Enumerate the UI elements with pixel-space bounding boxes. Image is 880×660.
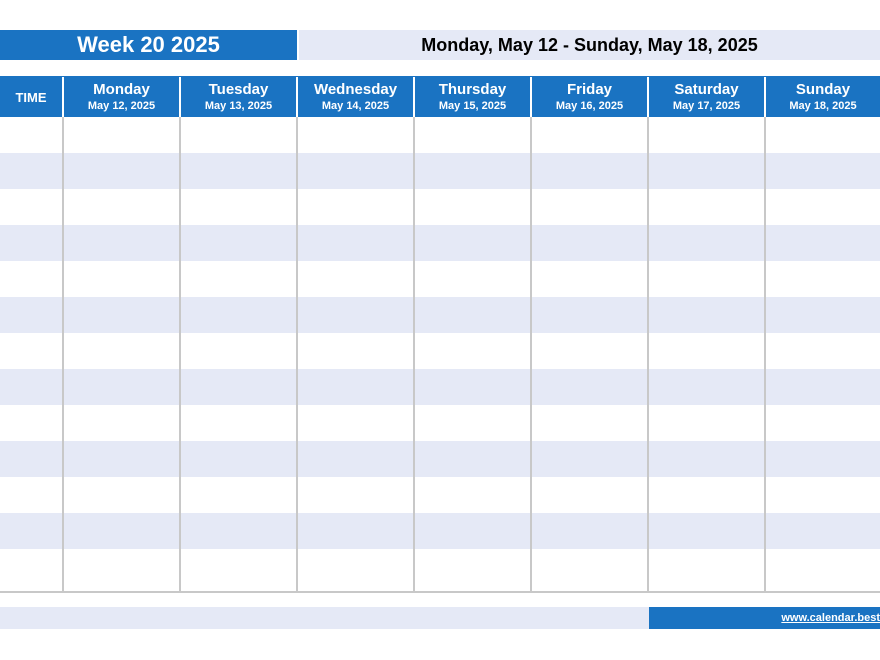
day-date: May 15, 2025	[438, 100, 507, 112]
day-name: Wednesday	[313, 81, 398, 98]
time-header-label: TIME	[15, 89, 47, 105]
day-name: Saturday	[674, 81, 739, 98]
day-header-wednesday	[298, 77, 415, 117]
day-date: May 17, 2025	[672, 100, 741, 112]
time-slot-row[interactable]	[0, 477, 880, 513]
day-name: Sunday	[795, 81, 851, 98]
day-header-monday	[64, 77, 181, 117]
time-slot-row[interactable]	[0, 369, 880, 405]
column-divider	[62, 117, 64, 593]
time-slot-row[interactable]	[0, 189, 880, 225]
day-date: May 18, 2025	[789, 100, 857, 112]
column-divider	[413, 117, 415, 593]
time-slot-row[interactable]	[0, 117, 880, 153]
column-divider	[296, 117, 298, 593]
column-divider	[764, 117, 766, 593]
time-slot-row[interactable]	[0, 405, 880, 441]
date-range: Monday, May 12 - Sunday, May 18, 2025	[299, 30, 880, 60]
day-header-saturday	[649, 77, 766, 117]
day-header-friday	[532, 77, 649, 117]
day-header-sunday	[766, 77, 880, 117]
column-divider	[647, 117, 649, 593]
time-slot-row[interactable]	[0, 153, 880, 189]
day-header-thursday	[415, 77, 532, 117]
day-date: May 14, 2025	[321, 100, 390, 112]
time-slot-row[interactable]	[0, 297, 880, 333]
week-title: Week 20 2025	[0, 30, 297, 60]
column-divider	[179, 117, 181, 593]
day-date: May 16, 2025	[555, 100, 624, 112]
day-date: May 12, 2025	[87, 100, 156, 112]
day-name: Friday	[566, 81, 612, 98]
time-column-header	[0, 77, 64, 117]
day-header-tuesday	[181, 77, 298, 117]
time-slot-row[interactable]	[0, 261, 880, 297]
time-slot-row[interactable]	[0, 549, 880, 585]
grid-bottom-border	[0, 591, 880, 593]
time-slot-row[interactable]	[0, 333, 880, 369]
time-slot-row[interactable]	[0, 513, 880, 549]
time-slot-row[interactable]	[0, 225, 880, 261]
day-date: May 13, 2025	[204, 100, 273, 112]
day-name: Thursday	[438, 81, 507, 98]
week-grid	[0, 76, 880, 593]
website-link[interactable]: www.calendar.best	[649, 607, 880, 629]
time-slot-row[interactable]	[0, 441, 880, 477]
column-divider	[530, 117, 532, 593]
day-name: Monday	[93, 81, 150, 98]
day-name: Tuesday	[208, 81, 269, 98]
